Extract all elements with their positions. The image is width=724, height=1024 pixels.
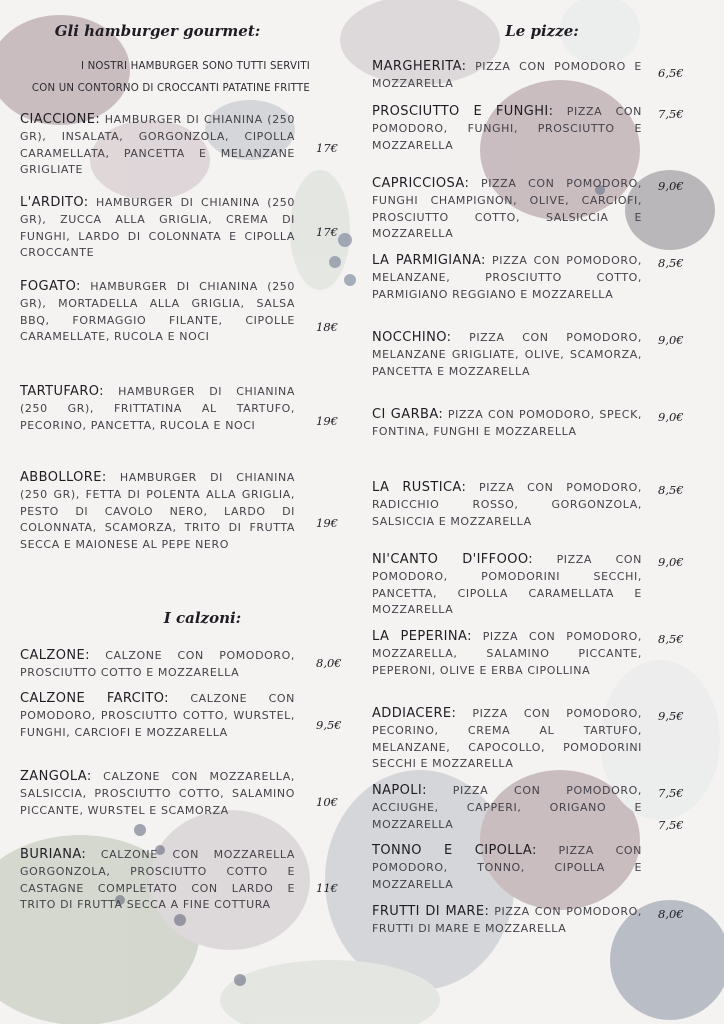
- hamburger-intro-line2: CON UN CONTORNO DI CROCCANTI PATATINE FRITTE: [31, 83, 310, 94]
- item-description: PIZZA CON POMODORO E MOZZARELLA: [372, 60, 642, 90]
- item-description: PIZZA CON POMODORO, RADICCHIO ROSSO, GORGONZOLA, SALSICCIA E MOZZARELLA: [372, 481, 642, 528]
- item-description: HAMBURGER DI CHIANINA (250 GR), ZUCCA ALLA GRIGLIA, CREMA DI FUNGHI, LARDO DI COLONNATA E CIPOLLA CROCCANTE: [20, 196, 295, 260]
- item-description: PIZZA CON POMODORO, MELANZANE GRIGLIATE, OLIVE, SCAMORZA, PANCETTA E MOZZARELLA: [372, 331, 642, 378]
- item-name: LA PARMIGIANA:: [372, 253, 486, 268]
- item-price: 6,5€: [658, 66, 684, 80]
- item-name: CALZONE:: [20, 648, 90, 663]
- item-price: 19€: [316, 414, 338, 428]
- menu-item: [20, 847, 295, 914]
- menu-item: [372, 176, 642, 243]
- item-price: 7,5€: [658, 786, 684, 800]
- menu-item: [372, 904, 642, 938]
- menu-item: [372, 783, 642, 833]
- item-name: CALZONE FARCITO:: [20, 691, 169, 706]
- item-name: L'ARDITO:: [20, 195, 89, 210]
- item-price: 8,5€: [658, 483, 684, 497]
- item-name: PROSCIUTTO E FUNGHI:: [372, 104, 554, 119]
- menu-item: [372, 59, 642, 93]
- item-price: 9,5€: [316, 718, 342, 732]
- item-name: ABBOLLORE:: [20, 470, 107, 485]
- item-price: 9,5€: [658, 709, 684, 723]
- item-description: CALZONE CON POMODORO, PROSCIUTTO COTTO E MOZZARELLA: [20, 649, 295, 679]
- menu-item: [372, 480, 642, 530]
- item-name: TARTUFARO:: [20, 384, 104, 399]
- item-name: ZANGOLA:: [20, 769, 92, 784]
- item-price: 18€: [316, 320, 338, 334]
- item-price: 17€: [316, 225, 338, 239]
- item-description: PIZZA CON POMODORO, MOZZARELLA, SALAMINO PICCANTE, PEPERONI, OLIVE E ERBA CIPOLLINA: [372, 630, 642, 677]
- item-name: BURIANA:: [20, 847, 87, 862]
- item-name: MARGHERITA:: [372, 59, 467, 74]
- item-name: CIACCIONE:: [20, 112, 101, 127]
- item-name: FRUTTI DI MARE:: [372, 904, 490, 919]
- pizze-section-title: Le pizze:: [505, 22, 579, 40]
- item-description: CALZONE CON MOZZARELLA, SALSICCIA, PROSCIUTTO COTTO, SALAMINO PICCANTE, WURSTEL E SCAMORZA: [20, 770, 295, 817]
- item-description: PIZZA CON POMODORO, TONNO, CIPOLLA E MOZZARELLA: [372, 844, 642, 891]
- item-name: LA RUSTICA:: [372, 480, 467, 495]
- menu-item: [20, 691, 295, 741]
- item-description: PIZZA CON POMODORO, MELANZANE, PROSCIUTTO COTTO, PARMIGIANO REGGIANO E MOZZARELLA: [372, 254, 642, 301]
- item-description: HAMBURGER DI CHIANINA (250 GR), FRITTATINA AL TARTUFO, PECORINO, PANCETTA, RUCOLA E NOCI: [20, 385, 295, 432]
- item-price: 8,5€: [658, 632, 684, 646]
- item-description: PIZZA CON POMODORO, FUNGHI, PROSCIUTTO E MOZZARELLA: [372, 105, 642, 152]
- hamburger-section-title: Gli hamburger gourmet:: [54, 22, 261, 40]
- menu-item: [372, 552, 642, 619]
- item-description: CALZONE CON POMODORO, PROSCIUTTO COTTO, WURSTEL, FUNGHI, CARCIOFI E MOZZARELLA: [20, 692, 295, 739]
- item-description: PIZZA CON POMODORO, PECORINO, CREMA AL TARTUFO, MELANZANE, CAPOCOLLO, POMODORINI SECCHI E MOZZARELLA: [372, 707, 642, 771]
- item-name: TONNO E CIPOLLA:: [372, 843, 537, 858]
- menu-item: [372, 843, 642, 893]
- item-price: 8,0€: [316, 656, 342, 670]
- item-name: NI'CANTO D'IFFOOO:: [372, 552, 534, 567]
- menu-item: [372, 407, 642, 441]
- item-description: PIZZA CON POMODORO, FUNGHI CHAMPIGNON, OLIVE, CARCIOFI, PROSCIUTTO COTTO, SALSICCIA E MOZZARELLA: [372, 177, 642, 241]
- item-name: CAPRICCIOSA:: [372, 176, 470, 191]
- item-name: ADDIACERE:: [372, 706, 457, 721]
- item-description: HAMBURGER DI CHIANINA (250 GR), INSALATA, GORGONZOLA, CIPOLLA CARAMELLATA, PANCETTA E MELANZANE GRIGLIATE: [20, 113, 295, 177]
- menu-item: [20, 279, 295, 346]
- menu-item: [20, 470, 295, 554]
- item-description: PIZZA CON POMODORO, FRUTTI DI MARE E MOZZARELLA: [372, 905, 642, 935]
- menu-item: [20, 195, 295, 262]
- item-price: 7,5€: [658, 818, 684, 832]
- item-name: LA PEPERINA:: [372, 629, 472, 644]
- item-price: 8,0€: [658, 907, 684, 921]
- item-name: NAPOLI:: [372, 783, 427, 798]
- item-price: 11€: [316, 881, 338, 895]
- item-price: 8,5€: [658, 256, 684, 270]
- item-price: 7,5€: [658, 107, 684, 121]
- menu-item: [20, 384, 295, 434]
- hamburger-intro: [20, 46, 310, 100]
- menu-item: [20, 769, 295, 819]
- menu-item: [20, 112, 295, 179]
- menu-item: [372, 706, 642, 773]
- item-description: PIZZA CON POMODORO, SPECK, FONTINA, FUNGHI E MOZZARELLA: [372, 408, 642, 438]
- item-price: 9,0€: [658, 410, 684, 424]
- item-description: PIZZA CON POMODORO, ACCIUGHE, CAPPERI, ORIGANO E MOZZARELLA: [372, 784, 642, 831]
- item-price: 19€: [316, 516, 338, 530]
- item-description: CALZONE CON MOZZARELLA GORGONZOLA, PROSCIUTTO COTTO E CASTAGNE COMPLETATO CON LARDO E TRITO DI FRUTTA SECCA A FINE COTTURA: [20, 848, 295, 912]
- menu-item: [372, 330, 642, 380]
- item-price: 9,0€: [658, 179, 684, 193]
- item-price: 9,0€: [658, 333, 684, 347]
- item-description: PIZZA CON POMODORO, POMODORINI SECCHI, PANCETTA, CIPOLLA CARAMELLATA E MOZZARELLA: [372, 553, 642, 617]
- item-description: HAMBURGER DI CHIANINA (250 GR), MORTADELLA ALLA GRIGLIA, SALSA BBQ, FORMAGGIO FILANTE, CIPOLLE CARAMELLATE, RUCOLA E NOCI: [20, 280, 295, 344]
- menu-item: [20, 648, 295, 682]
- item-name: FOGATO:: [20, 279, 81, 294]
- hamburger-intro-line1: I NOSTRI HAMBURGER SONO TUTTI SERVITI: [80, 61, 310, 72]
- menu-item: [372, 629, 642, 679]
- item-price: 9,0€: [658, 555, 684, 569]
- menu-item: [372, 104, 642, 154]
- menu-item: [372, 253, 642, 303]
- item-name: NOCCHINO:: [372, 330, 452, 345]
- calzoni-section-title: I calzoni:: [163, 609, 242, 627]
- item-price: 10€: [316, 795, 338, 809]
- item-price: 17€: [316, 141, 338, 155]
- item-name: CI GARBA:: [372, 407, 444, 422]
- item-description: HAMBURGER DI CHIANINA (250 GR), FETTA DI POLENTA ALLA GRIGLIA, PESTO DI CAVOLO NERO, LARDO DI COLONNATA, SCAMORZA, TRITO DI FRUTTA SECCA E MAIONESE AL PEPE NERO: [20, 471, 295, 552]
